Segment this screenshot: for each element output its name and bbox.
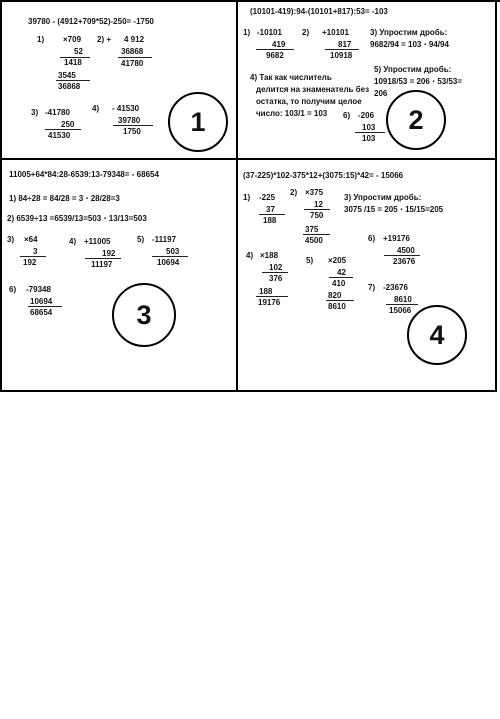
q1-step4-label: 4) <box>92 104 100 113</box>
q4-step6-line <box>384 255 420 256</box>
q4-step2-partial2: 375 <box>305 225 319 234</box>
q4-step7-label: 7) <box>368 283 376 292</box>
q2-step6-operand-b: 103 <box>362 123 376 132</box>
q3-step5-label: 5) <box>137 235 145 244</box>
q4-number-circle: 4 <box>407 305 467 365</box>
q1-step3-label: 3) <box>31 108 39 117</box>
q4-step7-operand-a: -23676 <box>383 283 408 292</box>
q1-step4-result: 1750 <box>123 127 141 136</box>
q4-step1-operand-b: 37 <box>266 205 275 214</box>
q2-step6-operand-a: -206 <box>358 111 375 120</box>
q4-step4-operand-b: 102 <box>269 263 283 272</box>
q2-step1-operand-b: 419 <box>272 40 286 49</box>
q1-step2-label: 2) + <box>97 35 112 44</box>
q3-title: 11005+64*84:28-6539:13-79348= - 68654 <box>9 170 159 179</box>
q4-step1-label: 1) <box>243 193 251 202</box>
q4-step5-partial1: 410 <box>332 279 346 288</box>
grid-border-right <box>495 0 497 392</box>
q4-step7-operand-b: 8610 <box>394 295 412 304</box>
q4-step3-line1: 3) Упростим дробь: <box>344 193 422 202</box>
q4-step7-line <box>386 304 418 305</box>
q2-step5-line2: 10918/53 = 206 ⋅ 53/53= <box>374 77 463 86</box>
q3-step5-line <box>152 256 188 257</box>
q4-step4-partial1: 376 <box>269 274 283 283</box>
q2-step4-line2: делится на знаменатель без <box>256 85 370 94</box>
q1-step2-operand-a: 4 912 <box>124 35 145 44</box>
q3-step5-operand-a: -11197 <box>152 235 177 244</box>
q4-step1-line <box>259 214 285 215</box>
q3-step4-label: 4) <box>69 237 77 246</box>
grid-border-top <box>0 0 500 2</box>
q2-step3-line2: 9682/94 = 103 ⋅ 94/94 <box>370 40 449 49</box>
q4-step5-operand-a: ×205 <box>328 256 347 265</box>
q1-number-circle: 1 <box>168 92 228 152</box>
q4-step2-operand-b: 12 <box>314 200 323 209</box>
q1-step4-operand-b: 39780 <box>118 116 141 125</box>
q1-step4-operand-a: - 41530 <box>112 104 140 113</box>
q4-step2-line1 <box>304 209 330 210</box>
q3-step3-result: 192 <box>23 258 37 267</box>
q2-step4-line4: число: 103/1 = 103 <box>256 109 328 118</box>
q4-step4-operand-a: ×188 <box>260 251 279 260</box>
q4-step3-line2: 3075 /15 = 205 ⋅ 15/15=205 <box>344 205 444 214</box>
q3-step6-operand-b: 10694 <box>30 297 53 306</box>
q2-step1-label: 1) <box>243 28 251 37</box>
q2-step2-operand-b: 817 <box>338 40 352 49</box>
q1-step1-result: 36868 <box>58 82 81 91</box>
q3-step3-operand-a: ×64 <box>24 235 38 244</box>
q3-step4-operand-b: 192 <box>102 249 116 258</box>
q2-step2-label: 2) <box>302 28 310 37</box>
grid-border-bottom <box>0 390 497 392</box>
q1-step3-line <box>45 129 81 130</box>
q1-step1-label: 1) <box>37 35 45 44</box>
q4-step6-operand-a: +19176 <box>383 234 410 243</box>
q2-step2-line <box>325 49 359 50</box>
q1-step3-result: 41530 <box>48 131 71 140</box>
q4-step1-operand-a: -225 <box>259 193 276 202</box>
q3-step4-line <box>85 258 121 259</box>
grid-divider-horizontal <box>0 158 497 160</box>
q4-step2-line2 <box>303 234 330 235</box>
q4-step5-line2 <box>326 300 354 301</box>
q3-number-circle: 3 <box>112 283 176 347</box>
q4-step4-partial2: 188 <box>259 287 273 296</box>
q2-step6-result: 103 <box>362 134 376 143</box>
q2-title: (10101-419):94-(10101+817):53= -103 <box>250 7 388 16</box>
q4-step6-label: 6) <box>368 234 376 243</box>
q2-step4-line1: 4) Так как числитель <box>250 73 332 82</box>
q1-step2-result: 41780 <box>121 59 144 68</box>
q4-title: (37-225)*102-375*12+(3075:15)*42= - 15066 <box>243 171 404 180</box>
q2-step3-line1: 3) Упростим дробь: <box>370 28 448 37</box>
q2-step6-line <box>355 132 385 133</box>
q3-step1: 1) 84÷28 = 84/28 = 3 ⋅ 28/28=3 <box>9 194 120 203</box>
q2-step2-result: 10918 <box>330 51 353 60</box>
q3-step6-line <box>28 306 62 307</box>
q2-step2-operand-a: +10101 <box>322 28 349 37</box>
q4-step5-label: 5) <box>306 256 314 265</box>
q3-step6-label: 6) <box>9 285 17 294</box>
q2-step4-line3: остатка, то получим целое <box>256 97 362 106</box>
q1-step2-line <box>118 57 152 58</box>
q3-step4-operand-a: +11005 <box>84 237 111 246</box>
q1-step1-operand-a: ×709 <box>63 35 82 44</box>
q1-step1-operand-b: 52 <box>74 47 83 56</box>
q2-step1-line <box>256 49 294 50</box>
q2-step6-label: 6) <box>343 111 351 120</box>
q1-step2-operand-b: 36868 <box>121 47 144 56</box>
q3-step3-label: 3) <box>7 235 15 244</box>
q3-step3-line <box>20 256 46 257</box>
q2-step5-line3: 206 <box>374 89 388 98</box>
q3-step6-result: 68654 <box>30 308 53 317</box>
q3-step2: 2) 6539÷13 =6539/13=503 ⋅ 13/13=503 <box>7 214 147 223</box>
q1-step3-operand-b: 250 <box>61 120 75 129</box>
q3-step5-result: 10694 <box>157 258 180 267</box>
q1-step1-partial1: 1418 <box>64 58 82 67</box>
grid-border-left <box>0 0 2 392</box>
q1-title: 39780 - (4912+709*52)-250= -1750 <box>28 17 154 26</box>
q4-step2-result: 4500 <box>305 236 323 245</box>
q4-step5-partial2: 820 <box>328 291 342 300</box>
q4-step5-result: 8610 <box>328 302 346 311</box>
q4-step5-line1 <box>329 277 353 278</box>
q4-step5-operand-b: 42 <box>337 268 346 277</box>
q3-step4-result: 11197 <box>91 260 113 269</box>
q1-step4-line <box>113 125 153 126</box>
q4-step7-result: 15066 <box>389 306 412 315</box>
q4-step2-partial1: 750 <box>310 211 324 220</box>
q1-step1-partial2: 3545 <box>58 71 76 80</box>
q4-step2-label: 2) <box>290 188 298 197</box>
q2-step1-result: 9682 <box>266 51 284 60</box>
q4-step1-result: 188 <box>263 216 277 225</box>
q4-step4-label: 4) <box>246 251 254 260</box>
q4-step6-operand-b: 4500 <box>397 246 415 255</box>
q1-step1-line2 <box>56 80 90 81</box>
q3-step3-operand-b: 3 <box>33 247 38 256</box>
grid-divider-vertical <box>236 0 238 392</box>
q3-step5-operand-b: 503 <box>166 247 180 256</box>
q2-step1-operand-a: -10101 <box>257 28 282 37</box>
q4-step4-line1 <box>262 272 288 273</box>
q2-number-circle: 2 <box>386 90 446 150</box>
q4-step6-result: 23676 <box>393 257 416 266</box>
q1-step3-operand-a: -41780 <box>45 108 70 117</box>
q2-step5-line1: 5) Упростим дробь: <box>374 65 452 74</box>
q4-step4-line2 <box>256 296 288 297</box>
q3-step6-operand-a: -79348 <box>26 285 51 294</box>
q4-step4-result: 19176 <box>258 298 281 307</box>
q4-step2-operand-a: ×375 <box>305 188 324 197</box>
